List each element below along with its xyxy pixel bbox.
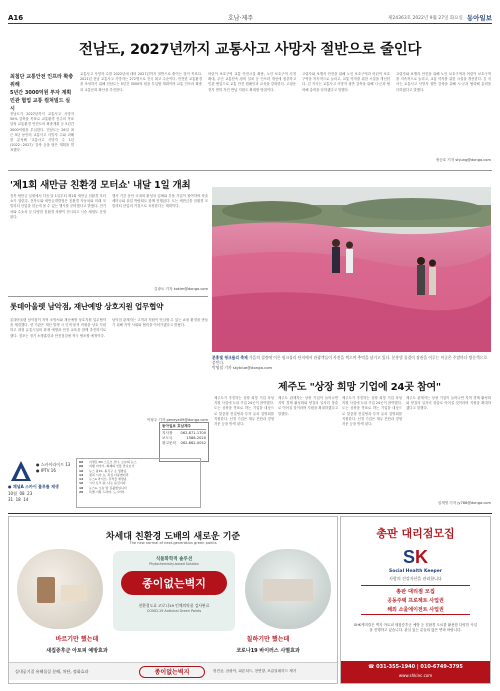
channel-banner: ● 채널A 스카이 블루를 재생 xyxy=(8,484,59,489)
infobox-label: 광고문의 xyxy=(162,441,176,445)
ad2-phones xyxy=(341,664,490,670)
ad2-line3: 해외 소울에이전트 사업권 xyxy=(387,607,444,613)
lead-subheads xyxy=(10,73,74,113)
schedule-time: 12 xyxy=(79,472,84,477)
tv-schedule xyxy=(76,458,201,508)
ad2-web[interactable]: www.shkinc.com xyxy=(398,673,433,678)
channel-grid-row xyxy=(8,491,74,496)
story4-headline: 제주도 "상장 희망 기업에 24곳 참여" xyxy=(278,382,441,393)
schedule-time: 10 xyxy=(79,468,84,473)
lead-body-col-5: 고령자와 보행자 안전을 위해 노인 보호구역과 어린이 보호구역을 지속적으로 늘리고, 교통 약자를 위한 시설을 개선한다. 김 지사는 교통사고 사망자 절반 감축을 위해 시·군과 협력해 총력을 다하겠다고 말했다. xyxy=(396,72,491,92)
ad1-subtitle: The new normal of next-generation green paints xyxy=(129,541,217,545)
phone-icon: ☎ xyxy=(368,664,375,670)
ad1-bottom-bar xyxy=(9,662,337,680)
ad1-badge-top: 식물화학적 솔루션 xyxy=(155,557,193,562)
ad1-left-top: 바르기만 했는데 xyxy=(55,636,99,643)
schedule-time: 14 xyxy=(79,477,84,482)
infobox-value: 062-871-1700 xyxy=(180,431,206,435)
infobox-value: 062-862-0052 xyxy=(180,441,206,445)
ad1-furniture-shape xyxy=(37,577,55,603)
section-name: 호남·제주 xyxy=(228,15,254,22)
infobox-title: 동아일보 호남제주 xyxy=(162,424,206,430)
schedule-program: 여행 이야기, 화제의 인물 만나보기 xyxy=(89,464,135,469)
schedule-program: 정치 시사 쇼, 특집 다큐멘터리 xyxy=(89,472,129,477)
photo-illustration xyxy=(212,187,491,352)
story2-headline: '제1회 새만금 친환경 모터쇼' 내달 1일 개최 xyxy=(10,180,191,191)
schedule-program: 특별 기획 드라마, 도시어부 xyxy=(89,490,125,495)
ad2-phone-separator: | xyxy=(416,664,419,670)
story3-headline: 롯데아울렛 남악점, 재난예방 상호지원 업무협약 xyxy=(10,302,164,311)
svg-text:S: S xyxy=(403,547,416,567)
ad2-line1: 총판 대리점 모집 xyxy=(396,589,435,595)
lead-body-col-2: 교통사고 사망자 수를 2022년에 대비 2027년까지 절반으로 줄이는 것이 목표다. 2021년 전남 교통사고 사망자는 272명으로 전국 최고 수준이다. 안전한 교통환경을 조성하기 위해 전남도는 5년간 3000억 원을 투입할 계획이며 교통 인프라 확충과 교통문화 확산을 추진한다. xyxy=(80,72,202,92)
paint-advertisement xyxy=(8,516,338,684)
photo-caption-text: 가을의 절정에 이른 핑크뮬리 단지에서 관광객들이 사진을 찍으며 추억을 남기고 있다. 분홍빛 물결이 장관을 이루는 이곳은 주말마다 방문객으로 붐빈다. xyxy=(212,355,487,366)
paper-logo: 동아일보 xyxy=(466,14,492,22)
shk-logo-icon xyxy=(403,547,431,567)
lead-subhead: 5년간 3000억원 투자 계획 xyxy=(10,90,72,96)
ad1-bottom-logo: 종이없는벽지 xyxy=(139,666,205,678)
photo-credit: 박영철 기자 skyblue@donga.com xyxy=(212,365,273,371)
channel-line: ● IPTV 16 xyxy=(36,468,56,473)
ad1-logo: 종이없는벽지 xyxy=(121,571,227,595)
story2-body-col-1: 전북 새만금 일원에서 다음 달 1일부터 제1회 새만금 친환경 모터쇼가 열린다. 전북도와 새만금개발청은 친환경 자동차와 미래 모빌리티 산업을 한눈에 볼 수 있는 행사를 준비했다고 밝혔다. 전기차와 수소차 등 다양한 친환경 차량이 전시되고 시승 체험도 운영된다. xyxy=(10,194,106,219)
ad1-interior-image xyxy=(245,549,331,629)
ad1-bed-shape xyxy=(263,579,313,601)
channel-grid-cell: 08 xyxy=(19,491,25,496)
infobox-label: 보도국 xyxy=(162,436,173,440)
ad1-bottom-right: 항진균, 곰팡이, 피톤치드, 천연향, 포름알데히드 제거 xyxy=(213,669,297,673)
channel-grid-cell: 23 xyxy=(27,491,33,496)
ad1-title: 차세대 친환경 도배의 새로운 기준 xyxy=(105,532,241,542)
infobox-label: 지사장 xyxy=(162,431,173,435)
schedule-row xyxy=(79,490,198,494)
ad1-right-bottom: 코로나19 바이러스 사멸효과 xyxy=(236,648,300,654)
page-number: A16 xyxy=(8,13,24,22)
schedule-time: 18 xyxy=(79,485,84,490)
channel-grid-cell: 18 xyxy=(15,497,21,502)
schedule-program: 이영돈 PD 스포츠 코너, 오늘의 뉴스 xyxy=(89,460,137,464)
story4-body-col-2: 제주도 관계자는 상장 기업이 늘어나면 지역 경제 활성화와 양질의 일자리 창출로 이어질 것이라며 지원을 확대하겠다고 말했다. xyxy=(278,396,338,416)
contact-infobox xyxy=(159,422,209,462)
channel-grid-cell: 31 xyxy=(8,497,14,502)
infobox-row xyxy=(162,441,206,446)
channel-grid-cell: 14 xyxy=(23,497,29,502)
story3-byline: 이형주 기자 peneye09@donga.com xyxy=(146,418,208,422)
schedule-time: 16 xyxy=(79,481,84,486)
photo-caption xyxy=(212,355,491,371)
infobox-value: 1588-2020 xyxy=(186,436,206,440)
pink-muhly-photo xyxy=(212,187,491,352)
ad1-room-image xyxy=(17,549,103,629)
ad2-phone2: 010-6749-3795 xyxy=(420,664,463,670)
channel-a-block xyxy=(8,458,74,508)
channel-a-logo-icon xyxy=(10,460,32,482)
photo-caption-title: 분홍빛 핑크뮬리 축제 xyxy=(212,355,248,360)
ad1-left-bottom: 새집증후군 아토피 예방효과 xyxy=(46,648,108,654)
schedule-time: 20 xyxy=(79,490,84,495)
ad2-body: SHK케미칼은 벽지 아토피 새집증후군 예방 등 친환경 도료를 활용한 다양한 사업을 진행하고 있습니다. 관심 있는 분들의 많은 연락 바랍니다. xyxy=(353,623,478,632)
masthead xyxy=(8,12,492,24)
ad2-brand-sub: 사람의 건강자산을 관리합니다 xyxy=(389,576,442,581)
lead-body-col-3: 어린이 보호구역 교통 안전시설 확충, 노인 보호구역 지정 확대, 무인 교통단속 장비 설치 등 인프라 개선에 집중하고 민관 협업으로 교통 안전 캠페인과 교육을 강화한다. 고령운전자 면허 자진 반납 지원도 확대할 방침이다. xyxy=(208,72,296,92)
story2-byline: 김광오 기자 kokim@donga.com xyxy=(153,287,208,291)
schedule-time: 08 xyxy=(79,464,84,469)
ad1-bottom-left: 실내공기질 유해물질 분해, 차단, 정화효과 xyxy=(15,669,89,674)
ad2-offer-box xyxy=(361,585,470,615)
channel-grid-cell: 10월 xyxy=(8,491,17,496)
schedule-time: 06 xyxy=(79,460,84,464)
story4-byline: 임재영 기자 jy788@donga.com xyxy=(437,501,491,505)
story4-body-col-3: 제주도가 추진하는 상장 희망 기업 육성 지원 사업에 도내 기업 24곳이 참여했다. 도는 상장을 목표로 하는 기업을 대상으로 맞춤형 컨설팅과 투자 유치 설명회를 지원한다. 선정 기업은 재무 진단과 경영 자문 등을 받게 된다. xyxy=(342,396,402,427)
issue-date: 제24363호 2022년 9월 27일 화요일 xyxy=(388,15,463,21)
story-divider xyxy=(8,296,208,297)
ad1-badge-sub: Phytochemistry-based Solution xyxy=(149,562,199,566)
ad1-center-badge xyxy=(113,551,235,631)
ad2-brand: Social Health Keeper xyxy=(388,569,442,574)
section-divider xyxy=(8,170,492,171)
lead-headline: 전남도, 2027년까지 교통사고 사망자 절반으로 줄인다 xyxy=(78,42,422,58)
story4-body-col-4: 제주도 관계자는 상장 기업이 늘어나면 지역 경제 활성화와 양질의 일자리 창출로 이어질 것이라며 지원을 확대하겠다고 말했다. xyxy=(406,396,491,411)
story4-body-col-1: 제주도가 추진하는 상장 희망 기업 육성 지원 사업에 도내 기업 24곳이 참여했다. 도는 상장을 목표로 하는 기업을 대상으로 맞춤형 컨설팅과 투자 유치 설명회를 지원한다. 선정 기업은 재무 진단과 경영 자문 등을 받게 된다. xyxy=(214,396,274,427)
lead-byline: 정승호 기자 shjung@donga.com xyxy=(435,158,491,162)
story3-body-col-1: 롯데아울렛 남악점이 지역 소방서와 재난예방 상호지원 업무협약을 체결했다. 양 기관은 재난 발생 시 인적·물적 자원을 상호 지원하고 대형 유통시설의 화재 예방과 안전 교육을 함께 추진하기로 했다. 점포는 정기 소방훈련과 안전점검에 적극 협조할 예정이다. xyxy=(10,318,106,338)
svg-text:K: K xyxy=(415,547,428,567)
story3-body-col-2: 남악점 관계자는 고객과 직원이 안심할 수 있는 쇼핑 환경을 만들기 위해 지역 사회와 협력을 이어가겠다고 밝혔다. xyxy=(112,318,208,328)
ad2-line2: 공동주택 프로젝트 사업권 xyxy=(387,598,444,604)
schedule-program: 뉴스A 라이브, 강적들 재방송 xyxy=(89,477,127,482)
ad1-tag2: COVID-19 Antiviral Green Paints xyxy=(146,609,202,613)
ad2-title: 총판 대리점모집 xyxy=(376,527,455,540)
channel-grid-row xyxy=(8,497,74,502)
schedule-program: 시사 토크 판, 나는 몸신이다 xyxy=(89,481,126,486)
ad1-tag1: 친환경도료 코로나19 인체의약품 검사완료 xyxy=(138,603,210,608)
ad2-phone: 031-355-1940 xyxy=(376,664,416,670)
ad1-sofa-shape xyxy=(61,585,87,601)
lead-subhead: 민관 협업 교통 컬쳐빌드 실시 xyxy=(10,98,71,112)
ad1-right-top: 칠하기만 했는데 xyxy=(246,636,290,643)
lead-body-col-1: 전남도가 2027년까지 교통사고 사망자 50% 감축을 목표로 교통환경 전주의 목표달성 교통환경 안전도의 확충계획 등 5년간 3000억원을 투입한다. 전남도는 26일 최근 5년 동안의 교통사고 사망자 수와 피해를 분석해 '교통사고 사망자 수 1년(2022∼2027)' 감축 등을 담은 계획을 발표했다. xyxy=(10,112,74,153)
lead-subhead: 최첨단 교통안전 인프라 확충 위해 xyxy=(10,74,74,88)
story2-body-col-2: 행사 기간 동안 국내외 완성차 업체와 부품 기업이 참여하며 학술 세미나와 취업 박람회도 함께 진행된다. 도는 새만금을 친환경 모빌리티 산업의 거점으로 육성한다는 계획이다. xyxy=(112,194,208,209)
schedule-program: 뉴스 톱10, 돌직구 쇼 생방송 xyxy=(89,468,127,473)
schedule-program: 뉴스A, 오늘 밤 김광현입니다 xyxy=(89,485,127,490)
dealer-advertisement xyxy=(340,516,491,684)
ad2-contact-bar xyxy=(341,661,490,683)
lead-body-col-4: 고령자와 보행자 안전을 위해 노인 보호구역과 어린이 보호구역을 지속적으로 늘리고, 교통 약자를 위한 시설을 개선한다. 김 지사는 교통사고 사망자 절반 감축을 위해 시·군과 협력해 총력을 다하겠다고 말했다. xyxy=(302,72,390,92)
channel-line: ● 스카이라이프 13 xyxy=(36,462,71,467)
